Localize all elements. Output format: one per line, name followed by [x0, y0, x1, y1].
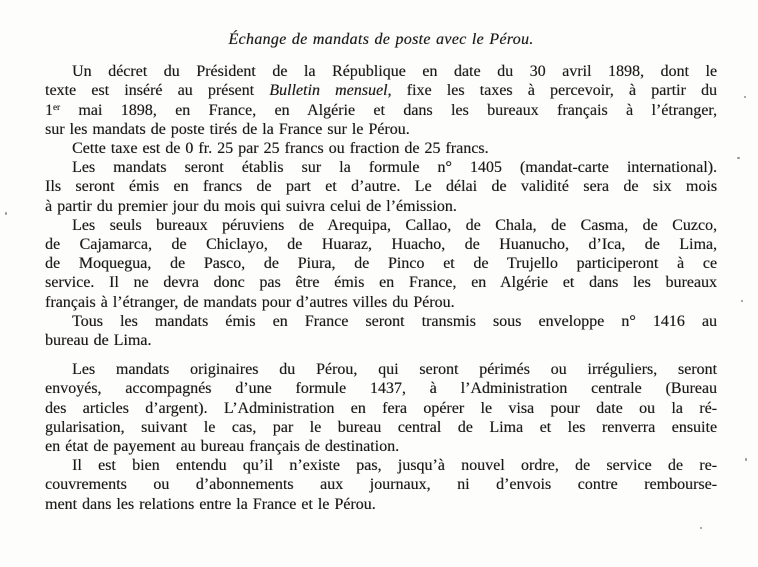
text-segment: Tous les mandats émis en France seront transmis sous enveloppe n° 1416 au [72, 312, 717, 330]
text-line [45, 139, 717, 158]
text-segment: bureau de Lima. [45, 332, 152, 350]
text-line [45, 254, 717, 273]
text-segment: français à l’étranger, de mandats pour d’autres villes du Pérou. [45, 293, 455, 311]
text-segment: service. Il ne devra donc pas être émis en France, en Algérie et dans les bureaux [45, 274, 717, 292]
text-line [45, 379, 717, 398]
text-segment: en état de payement au bureau français de destination. [45, 438, 400, 456]
text-line [45, 216, 717, 235]
text-segment: des articles d’argent). L’Administration en fera opérer le visa pour date ou la ré- [45, 399, 717, 417]
italic-text: Bulletin mensuel [269, 82, 388, 100]
document-content [45, 30, 717, 514]
text-line [45, 101, 717, 120]
text-line [45, 475, 717, 494]
text-line [45, 235, 717, 254]
scan-speck [700, 527, 702, 529]
text-line [45, 120, 717, 139]
text-line [45, 62, 717, 81]
text-segment: sur les mandats de poste tirés de la France sur le Pérou. [45, 120, 410, 138]
text-segment: Les mandats seront établis sur la formule n° 1405 (mandat-carte international). [72, 159, 717, 177]
text-segment: 1 [45, 101, 53, 119]
text-line [45, 418, 717, 437]
text-segment: mai 1898, en France, en Algérie et dans les bureaux français à l’étranger, [60, 101, 717, 119]
text-segment: Les seuls bureaux péruviens de Arequipa, Callao, de Chala, de Casma, de Cuzco, [72, 216, 717, 234]
text-line [45, 273, 717, 292]
text-segment: Ils seront émis en francs de part et d’autre. Le délai de validité sera de six mois [45, 178, 717, 196]
text-line [45, 331, 717, 350]
scan-speck [744, 96, 746, 98]
paragraph-enveloppe-1416 [45, 312, 717, 350]
text-line [45, 399, 717, 418]
superscript-text: er [53, 101, 60, 112]
text-segment: , fixe les taxes à percevoir, à partir du [387, 82, 718, 100]
text-segment: à partir du premier jour du mois qui suivra celui de l’émission. [45, 197, 457, 215]
text-segment: de Moquegua, de Pasco, de Piura, de Pinco et de Trujello participeront à ce [45, 255, 717, 273]
paragraph-taxe [45, 139, 717, 158]
scan-speck [745, 458, 747, 461]
text-segment: gularisation, suivant le cas, par le bureau central de Lima et les renverra ensuite [45, 418, 717, 436]
page-title: Échange de mandats de poste avec le Pérou. [228, 31, 534, 48]
text-segment: envoyés, accompagnés d’une formule 1437, à l’Administration centrale (Bureau [45, 380, 717, 398]
text-line [45, 158, 717, 177]
text-segment: Il est bien entendu qu’il n’existe pas, jusqu’à nouvel ordre, de service de re- [72, 457, 717, 475]
paragraph-mandats-perimes [45, 360, 717, 456]
paragraph-recouvrements [45, 456, 717, 514]
text-segment: Un décret du Président de la République en date du 30 avril 1898, dont le [72, 63, 717, 81]
text-line [45, 495, 717, 514]
text-line [45, 293, 717, 312]
text-line [45, 177, 717, 196]
text-line [45, 312, 717, 331]
paragraph-bureaux-peruviens [45, 216, 717, 312]
document-body [45, 62, 717, 514]
text-segment: texte est inséré au présent [45, 82, 270, 100]
paragraph-decret-1898 [45, 62, 717, 139]
text-line [45, 456, 717, 475]
scan-speck [5, 212, 7, 215]
scan-speck [737, 157, 740, 159]
text-segment: Cette taxe est de 0 fr. 25 par 25 francs ou fraction de 25 francs. [72, 140, 489, 158]
paragraph-formule-1405 [45, 158, 717, 216]
text-line [45, 197, 717, 216]
text-line [45, 81, 717, 100]
text-segment: Les mandats originaires du Pérou, qui seront périmés ou irréguliers, seront [72, 361, 717, 379]
text-line [45, 360, 717, 379]
text-segment: ment dans les relations entre la France et le Pérou. [45, 495, 376, 513]
text-segment: couvrements ou d’abonnements aux journaux, ni d’envois contre rembourse- [45, 476, 717, 494]
scan-speck [741, 300, 743, 302]
text-segment: de Cajamarca, de Chiclayo, de Huaraz, Huacho, de Huanucho, d’Ica, de Lima, [45, 236, 717, 254]
text-line [45, 437, 717, 456]
